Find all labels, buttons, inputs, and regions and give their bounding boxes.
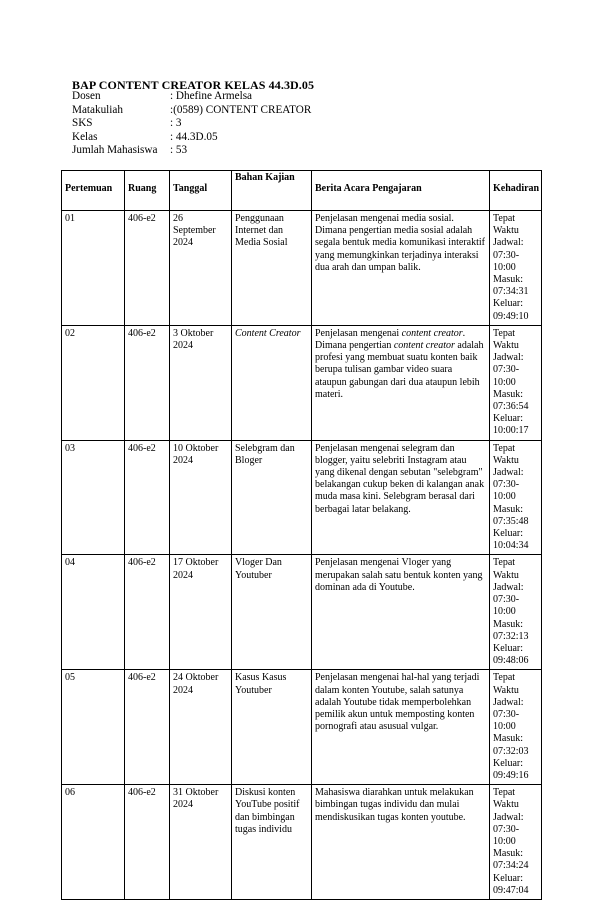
cell-pertemuan: 01 <box>62 211 125 326</box>
cell-tanggal: 24 Oktober 2024 <box>170 670 232 785</box>
cell-berita: Penjelasan mengenai media sosial. Dimana pengertian media sosial adalah segala bentuk media komunikasi interaktif yang memungkinkan terjadinya interaksi dua arah dan umpan balik. <box>312 211 490 326</box>
cell-kehadiran: Tepat Waktu Jadwal: 07:30-10:00 Masuk: 07:32:13 Keluar: 09:48:06 <box>490 555 542 670</box>
cell-tanggal: 3 Oktober 2024 <box>170 325 232 440</box>
cell-kehadiran: Tepat Waktu Jadwal: 07:30-10:00 Masuk: 07:34:24 Keluar: 09:47:04 <box>490 785 542 900</box>
course-info <box>72 90 311 158</box>
table-header-row <box>62 171 542 211</box>
cell-ruang: 406-e2 <box>125 670 170 785</box>
cell-ruang: 406-e2 <box>125 440 170 555</box>
meta-sks: SKS : 3 <box>72 117 182 129</box>
meta-dosen: Dosen : Dhefine Armelsa <box>72 90 253 102</box>
header-berita-acara: Berita Acara Pengajaran <box>312 171 490 211</box>
cell-kehadiran: Tepat Waktu Jadwal: 07:30-10:00 Masuk: 07:36:54 Keluar: 10:00:17 <box>490 325 542 440</box>
cell-tanggal: 10 Oktober 2024 <box>170 440 232 555</box>
cell-bahan: Penggunaan Internet dan Media Sosial <box>232 211 312 326</box>
header-ruang: Ruang <box>125 171 170 211</box>
table-row <box>62 211 542 326</box>
meta-jumlah-mahasiswa: Jumlah Mahasiswa : 53 <box>72 144 188 156</box>
cell-pertemuan: 06 <box>62 785 125 900</box>
cell-berita: Penjelasan mengenai Vloger yang merupakan salah satu bentuk konten yang dominan ada di Youtube. <box>312 555 490 670</box>
table-row <box>62 440 542 555</box>
header-pertemuan: Pertemuan <box>62 171 125 211</box>
cell-kehadiran: Tepat Waktu Jadwal: 07:30-10:00 Masuk: 07:34:31 Keluar: 09:49:10 <box>490 211 542 326</box>
cell-berita: Penjelasan mengenai selegram dan blogger, yaitu selebriti Instagram atau yang dikenal dengan sebutan "selebgram" belakangan cukup beken di kalangan anak muda masa kini. Selebgram berasal dari berbagai latar belakang. <box>312 440 490 555</box>
cell-tanggal: 31 Oktober 2024 <box>170 785 232 900</box>
cell-ruang: 406-e2 <box>125 555 170 670</box>
table-row <box>62 325 542 440</box>
cell-tanggal: 26 September 2024 <box>170 211 232 326</box>
document-title: BAP CONTENT CREATOR KELAS 44.3D.05 <box>72 78 315 92</box>
table-row <box>62 670 542 785</box>
bap-table <box>61 170 542 900</box>
header-bahan-kajian: Bahan Kajian <box>232 171 312 211</box>
table-row <box>62 555 542 670</box>
cell-bahan: Diskusi konten YouTube positif dan bimbingan tugas individu <box>232 785 312 900</box>
cell-ruang: 406-e2 <box>125 211 170 326</box>
meta-matakuliah: Matakuliah :(0589) CONTENT CREATOR <box>72 103 312 116</box>
cell-bahan: Content Creator <box>232 325 312 440</box>
cell-bahan: Kasus Kasus Youtuber <box>232 670 312 785</box>
cell-kehadiran: Tepat Waktu Jadwal: 07:30-10:00 Masuk: 07:35:48 Keluar: 10:04:34 <box>490 440 542 555</box>
cell-berita: Penjelasan mengenai hal-hal yang terjadi dalam konten Youtube, salah satunya adalah Youtube tidak memperbolehkan pemilik akun untuk memposting konten pornografi atau asusual vulgar. <box>312 670 490 785</box>
cell-pertemuan: 02 <box>62 325 125 440</box>
cell-pertemuan: 03 <box>62 440 125 555</box>
cell-ruang: 406-e2 <box>125 325 170 440</box>
cell-berita: Mahasiswa diarahkan untuk melakukan bimbingan tugas individu dan mulai mendiskusikan tugas konten youtube. <box>312 785 490 900</box>
cell-kehadiran: Tepat Waktu Jadwal: 07:30-10:00 Masuk: 07:32:03 Keluar: 09:49:16 <box>490 670 542 785</box>
cell-pertemuan: 04 <box>62 555 125 670</box>
header-tanggal: Tanggal <box>170 171 232 211</box>
cell-pertemuan: 05 <box>62 670 125 785</box>
cell-bahan: Selebgram dan Bloger <box>232 440 312 555</box>
header-kehadiran: Kehadiran <box>490 171 542 211</box>
cell-ruang: 406-e2 <box>125 785 170 900</box>
cell-bahan: Vloger Dan Youtuber <box>232 555 312 670</box>
meta-kelas: Kelas : 44.3D.05 <box>72 130 218 143</box>
table-row <box>62 785 542 900</box>
cell-berita: Penjelasan mengenai content creator. Dimana pengertian content creator adalah profesi yang membuat suatu konten baik berupa tulisan gambar video suara ataupun gabungan dari dua ataupun lebih materi. <box>312 325 490 440</box>
cell-tanggal: 17 Oktober 2024 <box>170 555 232 670</box>
